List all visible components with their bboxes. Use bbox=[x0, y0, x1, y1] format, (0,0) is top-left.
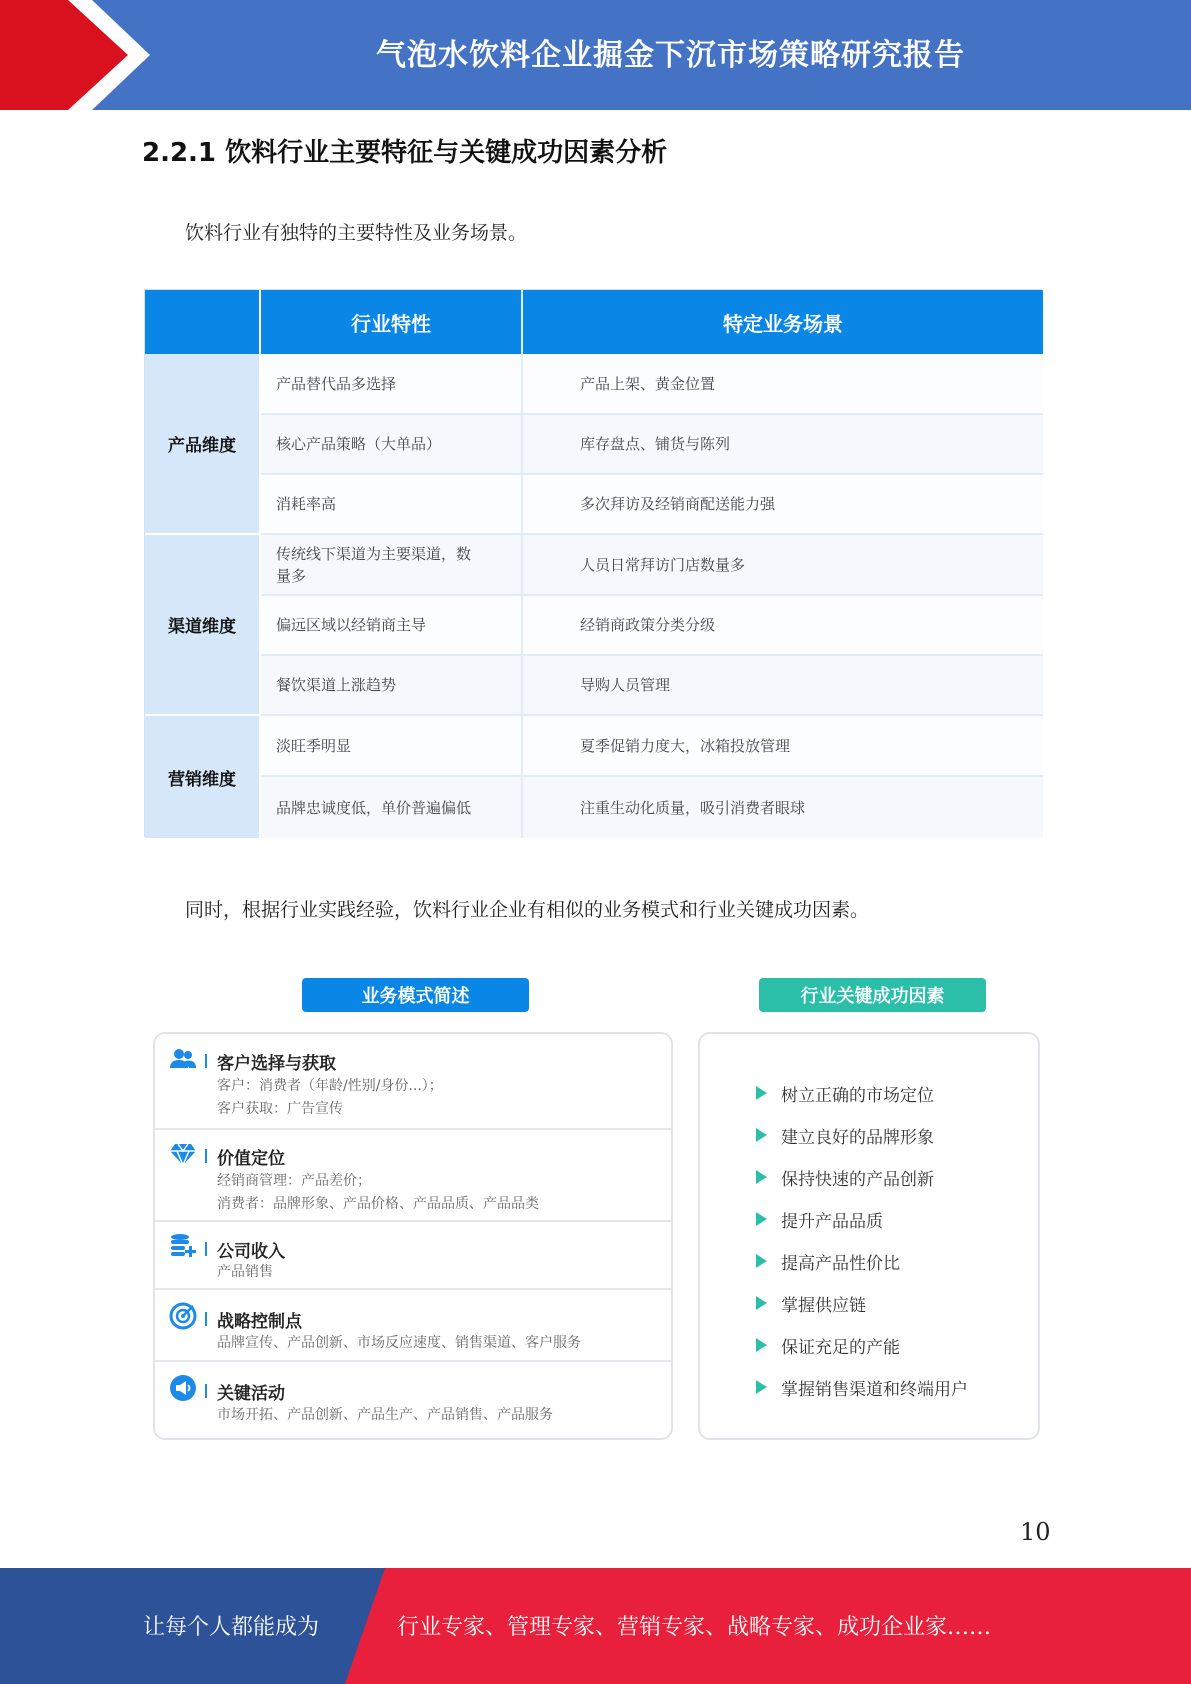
users-icon bbox=[169, 1046, 197, 1074]
business-model-item bbox=[155, 1222, 671, 1290]
section-heading: 2.2.1 饮料行业主要特征与关键成功因素分析 bbox=[142, 138, 668, 168]
key-factors-title: 行业关键成功因素 bbox=[759, 978, 986, 1012]
key-factor-item: 提升产品品质 bbox=[756, 1198, 968, 1240]
characteristics-table bbox=[144, 289, 1042, 837]
table-divider bbox=[259, 290, 261, 838]
item-title: 客户选择与获取 bbox=[217, 1054, 336, 1074]
triangle-bullet-icon bbox=[756, 1254, 767, 1268]
red-chevron-decoration bbox=[0, 0, 150, 110]
key-factor-item: 掌握供应链 bbox=[756, 1282, 968, 1324]
item-title: 关键活动 bbox=[217, 1384, 285, 1404]
item-title: 公司收入 bbox=[217, 1242, 285, 1262]
page-header bbox=[0, 0, 1191, 110]
triangle-bullet-icon bbox=[756, 1380, 767, 1394]
footer-slogan: 让每个人都能成为 bbox=[143, 1615, 320, 1640]
key-factor-item: 树立正确的市场定位 bbox=[756, 1072, 968, 1114]
triangle-bullet-icon bbox=[756, 1128, 767, 1142]
table-cell-feature: 消耗率高 bbox=[261, 475, 521, 535]
diamond-icon bbox=[169, 1140, 197, 1168]
table-cell-scenario: 夏季促销力度大，冰箱投放管理 bbox=[523, 716, 1043, 777]
footer-roles: 行业专家、管理专家、营销专家、战略专家、成功企业家…… bbox=[397, 1615, 992, 1640]
table-cell-scenario: 导购人员管理 bbox=[523, 656, 1043, 716]
business-model-item bbox=[155, 1034, 671, 1130]
report-title: 气泡水饮料企业掘金下沉市场策略研究报告 bbox=[376, 38, 965, 73]
key-factor-item: 掌握销售渠道和终端用户 bbox=[756, 1366, 968, 1408]
table-cell-scenario: 库存盘点、铺货与陈列 bbox=[523, 415, 1043, 475]
table-cell-feature: 传统线下渠道为主要渠道，数量多 bbox=[261, 535, 521, 596]
item-title: 价值定位 bbox=[217, 1149, 285, 1169]
business-model-item bbox=[155, 1130, 671, 1222]
triangle-bullet-icon bbox=[756, 1086, 767, 1100]
table-cell-scenario: 产品上架、黄金位置 bbox=[523, 354, 1043, 415]
table-divider bbox=[521, 290, 523, 838]
item-description: 客户获取：广告宣传 bbox=[217, 1101, 343, 1117]
page-number: 10 bbox=[1020, 1518, 1051, 1546]
table-cell-scenario: 人员日常拜访门店数量多 bbox=[523, 535, 1043, 596]
business-model-panel bbox=[153, 1032, 673, 1440]
triangle-bullet-icon bbox=[756, 1170, 767, 1184]
item-description: 经销商管理：产品差价； bbox=[217, 1173, 371, 1189]
key-factor-item: 保证充足的产能 bbox=[756, 1324, 968, 1366]
table-header-corner bbox=[145, 290, 259, 354]
key-factor-item: 建立良好的品牌形象 bbox=[756, 1114, 968, 1156]
key-factors-list bbox=[756, 1072, 968, 1408]
item-description: 消费者：品牌形象、产品价格、产品品质、产品品类 bbox=[217, 1196, 539, 1212]
item-separator bbox=[205, 1242, 207, 1256]
table-cell-feature: 品牌忠诚度低，单价普遍偏低 bbox=[261, 777, 521, 838]
triangle-bullet-icon bbox=[756, 1338, 767, 1352]
key-factor-item: 保持快速的产品创新 bbox=[756, 1156, 968, 1198]
second-paragraph: 同时，根据行业实践经验，饮料行业企业有相似的业务模式和行业关键成功因素。 bbox=[185, 899, 870, 921]
table-header-scenario: 特定业务场景 bbox=[523, 290, 1043, 354]
item-title: 战略控制点 bbox=[217, 1312, 302, 1332]
table-cell-scenario: 多次拜访及经销商配送能力强 bbox=[523, 475, 1043, 535]
dimension-channel: 渠道维度 bbox=[145, 535, 259, 716]
item-description: 客户：消费者（年龄/性别/身份...）； bbox=[217, 1078, 443, 1094]
table-cell-scenario: 注重生动化质量，吸引消费者眼球 bbox=[523, 777, 1043, 838]
table-cell-scenario: 经销商政策分类分级 bbox=[523, 596, 1043, 656]
item-description: 市场开拓、产品创新、产品生产、产品销售、产品服务 bbox=[217, 1407, 553, 1423]
table-cell-feature: 餐饮渠道上涨趋势 bbox=[261, 656, 521, 716]
dimension-product: 产品维度 bbox=[145, 354, 259, 535]
business-model-title: 业务模式简述 bbox=[302, 978, 529, 1012]
business-model-item bbox=[155, 1362, 671, 1438]
table-cell-feature: 偏远区域以经销商主导 bbox=[261, 596, 521, 656]
item-description: 品牌宣传、产品创新、市场反应速度、销售渠道、客户服务 bbox=[217, 1335, 581, 1351]
target-icon bbox=[169, 1302, 197, 1330]
table-cell-feature: 核心产品策略（大单品） bbox=[261, 415, 521, 475]
item-separator bbox=[205, 1054, 207, 1068]
key-factors-panel bbox=[698, 1032, 1040, 1440]
table-cell-feature: 淡旺季明显 bbox=[261, 716, 521, 777]
coins-plus-icon bbox=[169, 1232, 197, 1260]
item-separator bbox=[205, 1149, 207, 1163]
business-model-item bbox=[155, 1290, 671, 1362]
intro-paragraph: 饮料行业有独特的主要特性及业务场景。 bbox=[185, 222, 528, 244]
item-separator bbox=[205, 1312, 207, 1326]
triangle-bullet-icon bbox=[756, 1212, 767, 1226]
dimension-marketing: 营销维度 bbox=[145, 716, 259, 838]
table-cell-feature: 产品替代品多选择 bbox=[261, 354, 521, 415]
item-separator bbox=[205, 1384, 207, 1398]
item-description: 产品销售 bbox=[217, 1264, 273, 1280]
key-factor-item: 提高产品性价比 bbox=[756, 1240, 968, 1282]
triangle-bullet-icon bbox=[756, 1296, 767, 1310]
speaker-icon bbox=[169, 1374, 197, 1402]
table-header-feature: 行业特性 bbox=[261, 290, 521, 354]
page-footer bbox=[0, 1568, 1191, 1684]
